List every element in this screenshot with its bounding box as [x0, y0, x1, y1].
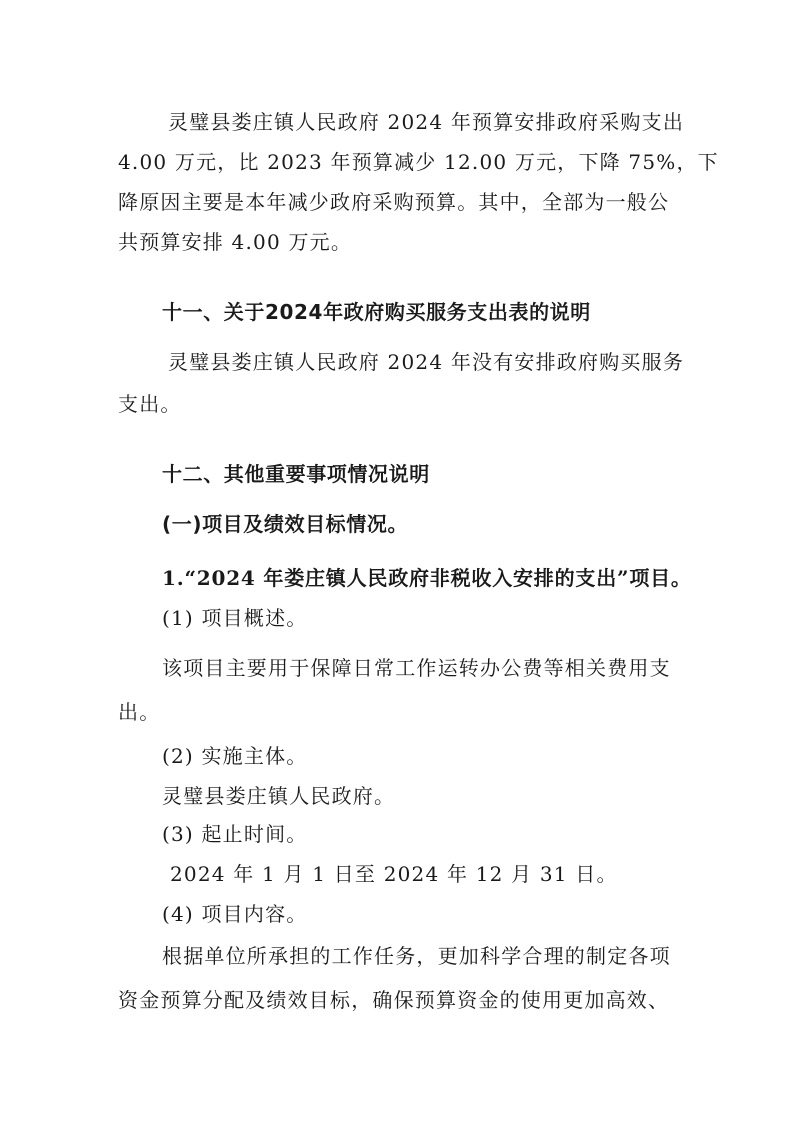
section-12-subheading: (一)项目及绩效目标情况。	[162, 512, 409, 536]
section-11-paragraph-line-1: 灵璧县娄庄镇人民政府 2024 年没有安排政府购买服务	[168, 350, 685, 374]
period-value: 2024 年 1 月 1 日至 2024 年 12 月 31 日。	[170, 862, 618, 886]
entity-label: (2) 实施主体。	[162, 744, 308, 768]
overview-label: (1) 项目概述。	[162, 606, 308, 630]
content-label: (4) 项目内容。	[162, 902, 308, 926]
section-12-heading: 十二、其他重要事项情况说明	[162, 462, 430, 486]
procurement-paragraph-line-1: 灵璧县娄庄镇人民政府 2024 年预算安排政府采购支出	[168, 110, 685, 134]
section-11-heading: 十一、关于2024年政府购买服务支出表的说明	[162, 300, 591, 324]
overview-paragraph-line-2: 出。	[118, 700, 161, 724]
content-paragraph-line-1: 根据单位所承担的工作任务，更加科学合理的制定各项	[162, 944, 671, 968]
entity-value: 灵璧县娄庄镇人民政府。	[162, 784, 396, 808]
procurement-paragraph-line-2: 4.00 万元，比 2023 年预算减少 12.00 万元，下降 75%，下	[118, 150, 719, 174]
procurement-paragraph-line-3: 降原因主要是本年减少政府采购预算。其中，全部为一般公	[118, 190, 670, 214]
procurement-paragraph-line-4: 共预算安排 4.00 万元。	[118, 230, 353, 254]
overview-paragraph-line-1: 该项目主要用于保障日常工作运转办公费等相关费用支	[162, 656, 671, 680]
project-title: 1.“2024 年娄庄镇人民政府非税收入安排的支出”项目。	[162, 566, 692, 590]
content-paragraph-line-2: 资金预算分配及绩效目标，确保预算资金的使用更加高效、	[118, 988, 670, 1012]
period-label: (3) 起止时间。	[162, 822, 308, 846]
section-11-paragraph-line-2: 支出。	[118, 392, 182, 416]
